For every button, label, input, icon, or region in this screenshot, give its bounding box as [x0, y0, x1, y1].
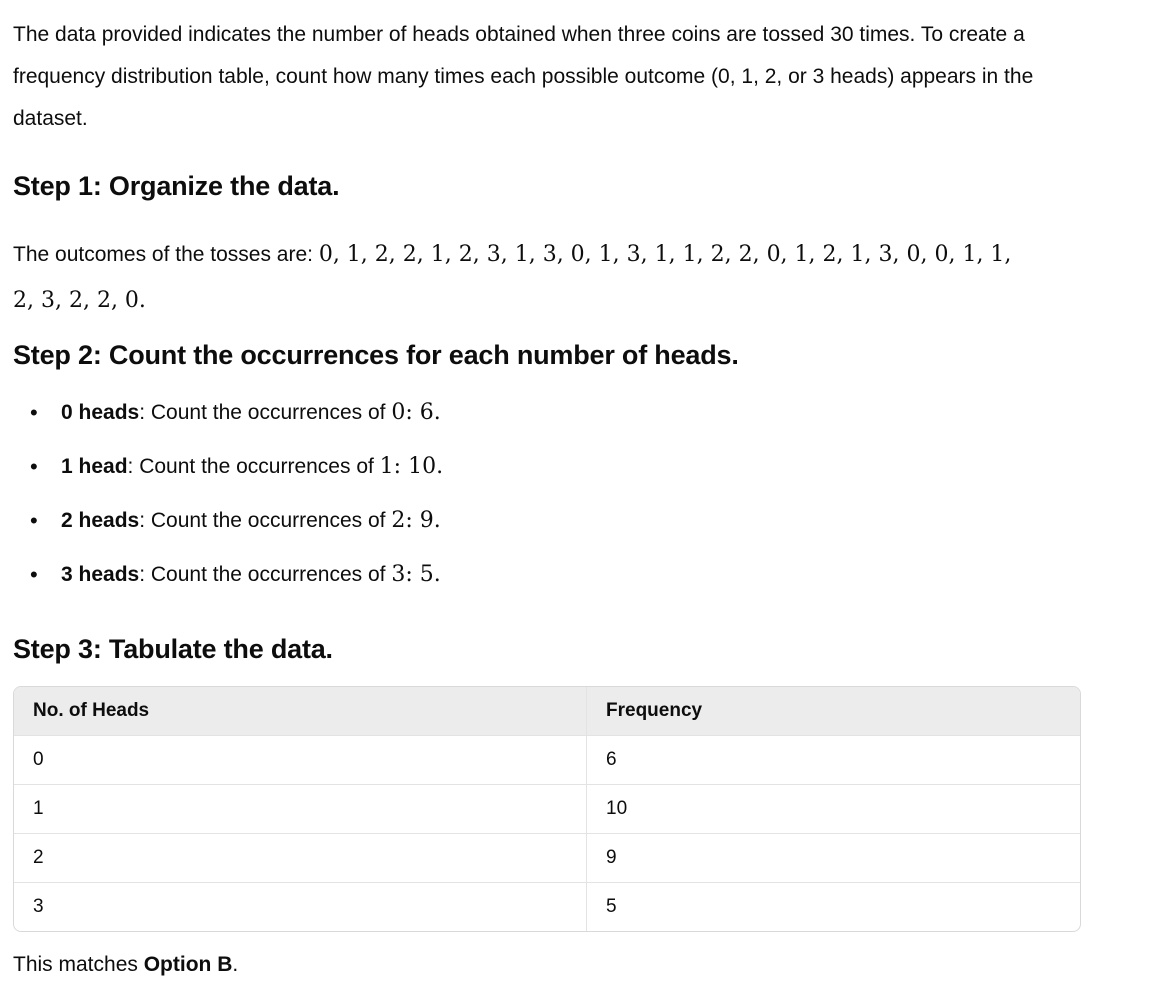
item-text: : Count the occurrences of — [139, 509, 392, 532]
step1-lead: The outcomes of the tosses are: — [13, 243, 319, 266]
item-count: 10 — [408, 454, 437, 479]
table-row — [14, 736, 1080, 785]
cell-frequency: 10 — [587, 785, 1081, 834]
answer-content — [13, 14, 1113, 976]
table-row — [14, 785, 1080, 834]
conclusion-option: Option B — [143, 953, 233, 976]
list-item: • 0 heads: Count the occurrences of 0: 6. — [13, 386, 443, 440]
conclusion-end: . — [232, 953, 239, 976]
item-label: 2 heads — [61, 509, 140, 532]
item-text: : Count the occurrences of — [139, 563, 392, 586]
step2-heading: Step 2: Count the occurrences for each number of heads. — [13, 340, 739, 370]
cell-heads: 1 — [14, 785, 587, 834]
item-label: 0 heads — [61, 401, 140, 424]
conclusion-text: This matches — [13, 953, 144, 976]
bullet-icon: • — [30, 508, 38, 533]
item-value: 0 — [391, 400, 406, 425]
item-text: : Count the occurrences of — [127, 455, 380, 478]
step1-outcomes: 0, 1, 2, 2, 1, 2, 3, 1, 3, 0, 1, 3, 1, 1, 2, 2, 0, 1, 2, 1, 3, 0, 0, 1, 1, 2, 3, 2, 2, 0. — [13, 242, 1012, 313]
item-count: 6 — [419, 400, 434, 425]
cell-frequency: 9 — [587, 834, 1081, 883]
table-header-row — [14, 687, 1080, 736]
table-row — [14, 883, 1080, 932]
list-item: • 1 head: Count the occurrences of 1: 10. — [13, 440, 443, 494]
list-item: • 3 heads: Count the occurrences of 3: 5. — [13, 548, 443, 602]
step1-paragraph — [13, 232, 1013, 324]
frequency-table — [13, 686, 1081, 932]
item-value: 2 — [391, 508, 406, 533]
list-item: • 2 heads: Count the occurrences of 2: 9. — [13, 494, 443, 548]
cell-frequency: 6 — [587, 736, 1081, 785]
bullet-icon: • — [30, 562, 38, 587]
table-row — [14, 834, 1080, 883]
item-value: 3 — [391, 562, 406, 587]
cell-heads: 0 — [14, 736, 587, 785]
item-count: 5 — [419, 562, 434, 587]
counts-list — [13, 386, 443, 602]
conclusion-paragraph — [13, 950, 238, 980]
item-count: 9 — [419, 508, 434, 533]
cell-frequency: 5 — [606, 896, 617, 917]
item-label: 3 heads — [61, 563, 140, 586]
item-label: 1 head — [61, 455, 128, 478]
intro-paragraph: The data provided indicates the number of heads obtained when three coins are tossed 30 times. To create a frequency distribution table, count how many times each possible outcome (0, 1, 2, or 3 heads) appears in the dataset. — [13, 23, 1034, 130]
bullet-icon: • — [30, 400, 38, 425]
item-text: : Count the occurrences of — [139, 401, 392, 424]
step3-heading: Step 3: Tabulate the data. — [13, 634, 333, 664]
cell-heads: 2 — [14, 834, 587, 883]
bullet-icon: • — [30, 454, 38, 479]
column-header-frequency: Frequency — [587, 687, 1081, 736]
cell-heads: 3 — [14, 883, 587, 932]
step1-heading: Step 1: Organize the data. — [13, 171, 340, 201]
column-header-heads: No. of Heads — [14, 687, 587, 736]
item-value: 1 — [379, 454, 394, 479]
